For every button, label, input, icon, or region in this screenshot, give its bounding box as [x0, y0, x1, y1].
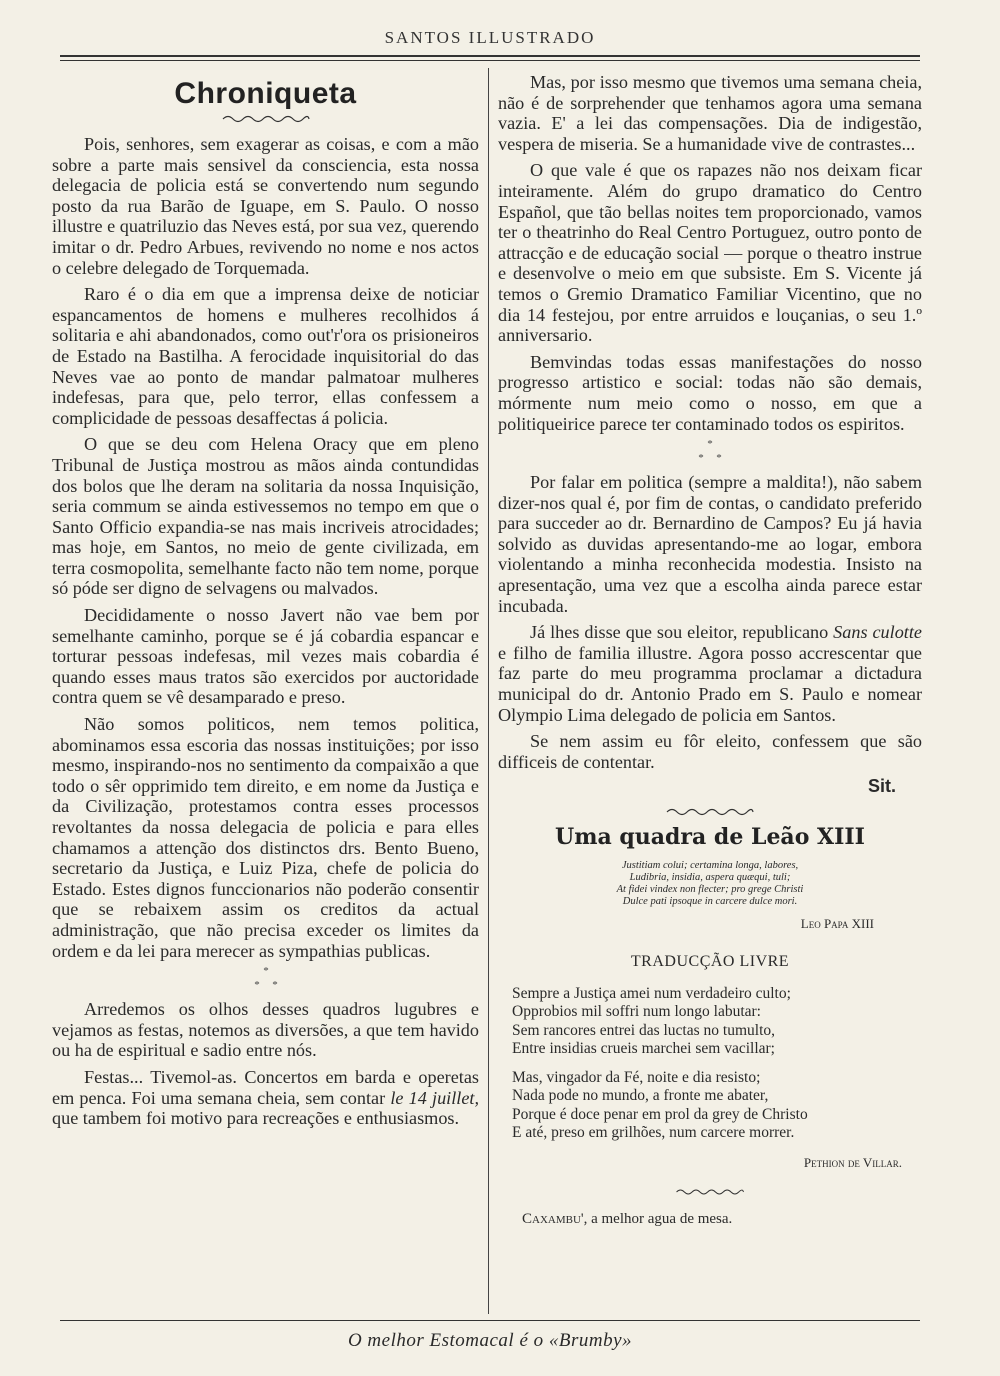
svg-text:*: * [698, 452, 704, 465]
stanza [512, 1069, 922, 1143]
verse-line: Sem rancores entrei das luctas no tumulto, [512, 1021, 776, 1039]
advert-text: , a melhor agua de mesa. [583, 1211, 733, 1228]
footer-motto: O melhor Estomacal é o «Brumby» [347, 1330, 633, 1351]
text-run: Festas... Tivemol-as. Concertos em barda e operetas em penca. Foi uma semana cheia, sem contar [52, 1066, 479, 1108]
paragraph: Mas, por isso mesmo que tivemos uma semana cheia, não é de sorprehender que tenhamos agora uma semana vazia. E' a lei das compensações. Dia de indigestão, vespera de miseria. Se a humanidade vive de contrastes... [498, 72, 922, 154]
svg-text:*: * [262, 965, 269, 978]
paragraph-elector [498, 622, 922, 725]
paragraph: Bemvindas todas essas manifestações do nosso progresso artistico e social: todas não são demais, mórmente num meio como o nosso, em que a politiqueirice parece ter contaminado todos os espiritos. [498, 351, 922, 434]
paragraph: Pois, senhores, sem exagerar as coisas, e com a mão sobre a parte mais sensivel da consciencia, esta nossa delegacia de policia está se convertendo num segundo posto da rua Barão de Iguape, em S. Paulo. O nosso illustre e quatriluzio das Neves está, por sua vez, querendo imitar o dr. Pedro Arbues, revivendo no nome e nos actos o celebre delegado de Torquemada. [52, 134, 479, 278]
text-run: Já lhes disse que sou eleitor, republicano [530, 622, 834, 643]
latin-author: Leo Papa XIII [800, 915, 874, 931]
latin-verses [498, 860, 922, 908]
verse-line: Mas, vingador da Fé, noite e dia resisto; [512, 1068, 761, 1086]
italic-phrase: Sans culotte [833, 622, 922, 643]
advert-brand: Caxambu' [522, 1211, 584, 1228]
verse-line: E até, preso em grilhões, num carcere morrer. [512, 1124, 795, 1142]
paragraph: Decididamente o nosso Javert não vae bem por semelhante caminho, porque se é já cobardia espancar e torturar pessoas indefesas, mil vezes mais cobardia é quando esses maus tratos são exercidos por auctoridade contra quem se vê desamparado e preso. [52, 605, 479, 708]
paragraph: Se nem assim eu fôr eleito, confessem que são difficeis de contentar. [498, 731, 922, 772]
paragraph: Arredemos os olhos desses quadros lugubres e vejamos as festas, notemos as diversões, a que tem havido ou ha de espiritual e sadio entre nós. [52, 999, 479, 1061]
translator-credit: Pethion de Villar. [803, 1154, 902, 1170]
flourish-ornament [221, 114, 311, 124]
text-run: que tambem foi motivo para recreações e enthusiasmos. [52, 1108, 460, 1129]
latin-line: Justitiam colui; certamina longa, labores, [621, 859, 799, 871]
verse-line: Porque é doce penar em prol da grey de Christo [512, 1105, 808, 1123]
poem-title: Uma quadra de Leão XIII [555, 824, 865, 850]
verse-line: Opprobios mil soffri num longo labutar: [512, 1003, 761, 1021]
svg-text:*: * [707, 438, 713, 451]
article-title: Chroniqueta [174, 77, 357, 110]
advertisement [522, 1209, 922, 1230]
latin-line: Dulce pati ipsoque in carcere dulce mori. [622, 895, 798, 907]
latin-line: Ludibria, insidia, aspera quæqui, tuli; [629, 871, 791, 883]
header-rule-thin [60, 60, 920, 61]
text-run: e filho de familia illustre. Agora posso accrescentar que faz parte do meu programma proclamar a dictadura municipal do dr. Antonio Prado em S. Paulo e nomear Olympio Lima delegado de policia em Santos. [498, 642, 922, 725]
column-divider [488, 68, 489, 1314]
verse-line: Entre insidias crueis marchei sem vacillar; [512, 1040, 775, 1058]
paragraph: Não somos politicos, nem temos politica, abominamos essa escoria das nossas instituições; por isso mesmo, inspirando-nos no sentimento da compaixão a que todo o sêr opprimido tem direito, e em nome da Justiça e da Civilização, protestamos contra esses processos revoltantes da nossa delegacia de policia e para elles chamamos a attenção dos distinctos drs. Bento Bueno, secretario da Justiça, e Luiz Piza, chefe de policia do Estado. Estes dignos funccionarios não poderão consentir que se rebaixem assim os creditos da actual administração, que não precisa exceder os limites da ordem e da lei para merecer as sympathias publicas. [52, 714, 479, 961]
svg-text:*: * [716, 452, 722, 465]
verse-line: Nada pode no mundo, a fronte me abater, [512, 1087, 769, 1105]
header-rule [60, 55, 920, 57]
paragraph-festas [52, 1067, 479, 1129]
paragraph: Por falar em politica (sempre a maldita!), não sabem dizer-nos qual é, por fim de contas, o candidato preferido para succeder ao dr. Bernardino de Campos? Eu já havia solvido as duvidas apresentando-me ao logar, embora violentando a minha reconhecida modestia. Insisto na apresentação, uma vez que a escolha ainda parece estar incubada. [498, 472, 922, 616]
paragraph: O que vale é que os rapazes não nos deixam ficar inteiramente. Além do grupo dramatico do Centro Español, que tão bellas noites tem proporcionado, vamos ter o theatrinho do Real Centro Portuguez, outro ponto de attracção e de educação social — porque o theatro instrue e desenvolve o meio em que subsiste. Em S. Vicente já temos o Gremio Dramatico Familiar Vicentino, que no dia 14 festejou, por entre arruidos e louçanias, o seu 1.º anniversario. [498, 160, 922, 346]
translation-heading: TRADUCÇÃO LIVRE [630, 953, 790, 971]
asterism-ornament [246, 965, 286, 991]
flourish-ornament [675, 1187, 745, 1197]
paragraph: Raro é o dia em que a imprensa deixe de noticiar espancamentos de homens e mulheres recolhidos á solitaria e ahi abandonados, como out'r'ora os prisioneiros de Estado na Bastilha. A ferocidade inquisitorial do das Neves vae ao ponto de mandar palmatoar mulheres indefesas, para que, pelo terror, ellas confessem a complicidade de pessoas desaffectas á policia. [52, 284, 479, 428]
asterism-ornament [690, 438, 730, 464]
italic-phrase: le 14 juillet, [390, 1087, 480, 1108]
latin-line: At fidei vindex non flecter; pro grege Christi [616, 883, 804, 895]
right-column [498, 72, 922, 1230]
verse-line: Sempre a Justiça amei num verdadeiro culto; [512, 984, 791, 1002]
svg-text:*: * [271, 979, 278, 992]
running-header: SANTOS ILLUSTRADO [384, 28, 596, 47]
flourish-ornament [665, 807, 755, 817]
left-column [52, 72, 479, 1129]
svg-text:*: * [253, 979, 260, 992]
stanza [512, 985, 922, 1059]
footer-rule [60, 1320, 920, 1321]
signature: Sit. [867, 776, 896, 797]
paragraph: O que se deu com Helena Oracy que em pleno Tribunal de Justiça mostrou as mãos ainda contundidas dos bolos que lhe deram na solitaria da nossa Inquisição, seria commum se ainda estivessemos no tempo em que o Santo Officio expandia-se nas mais incriveis atrocidades; mas hoje, em Santos, no meio de gente civilizada, em terra cosmopolita, semelhante facto não tem nome, porque só póde ser digno de selvagens ou malvados. [52, 434, 479, 599]
